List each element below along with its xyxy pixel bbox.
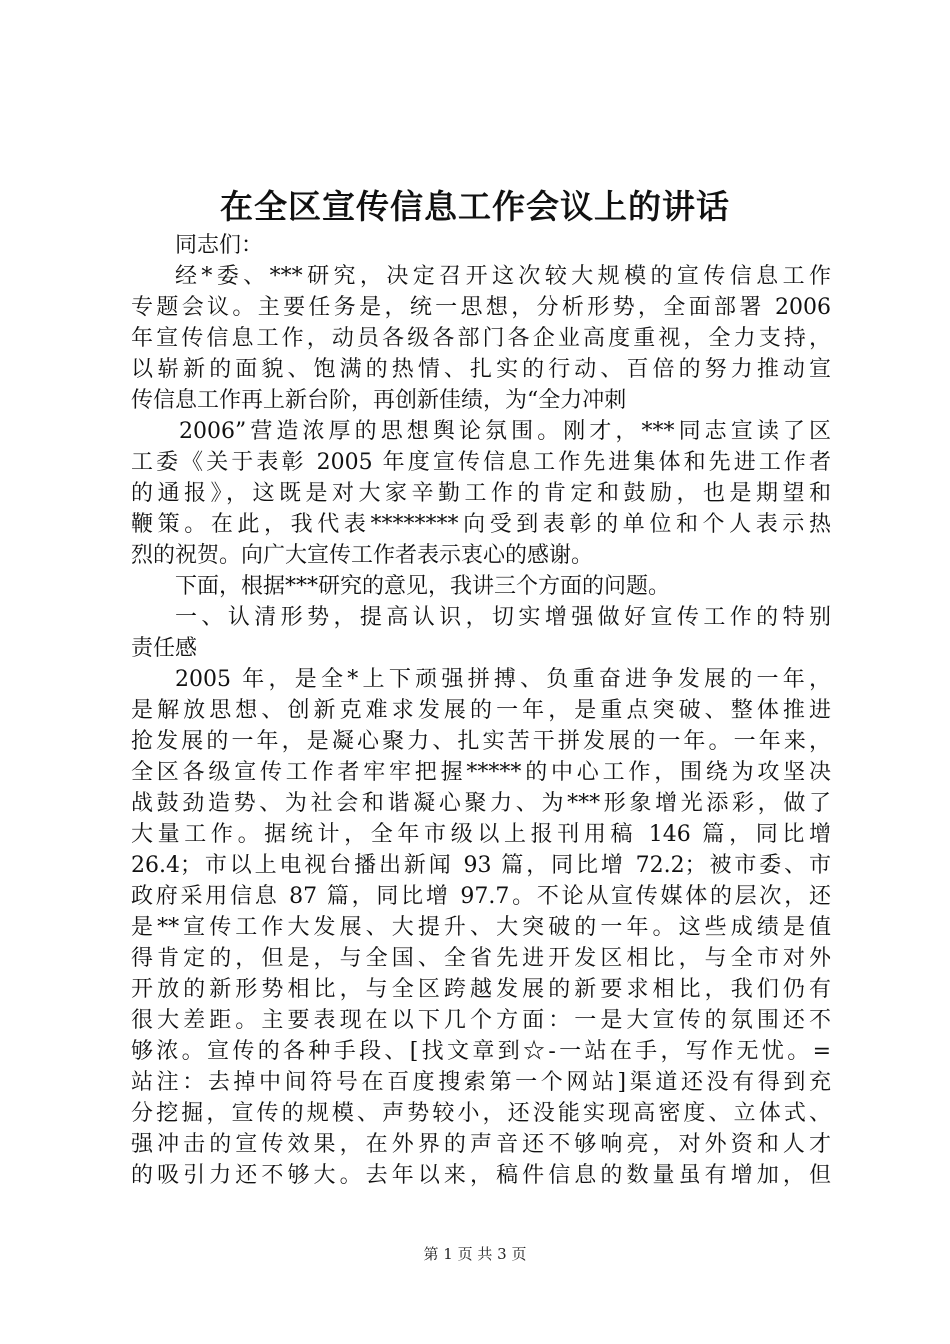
body-line: 传信息工作再上新台阶，再创新佳绩，为“全力冲刺 <box>131 388 627 413</box>
body-line: 年宣传信息工作，动员各级各部门各企业高度重视，全力支持， <box>131 326 831 351</box>
body-line: 开放的新形势相比，与全区跨越发展的新要求相比，我们仍有 <box>131 977 831 1002</box>
body-line: 的通报》，这既是对大家辛勤工作的肯定和鼓励，也是期望和 <box>131 481 831 506</box>
body-line: 26.4；市以上电视台播出新闻 93 篇，同比增 72.2；被市委、市 <box>131 853 831 878</box>
body-line: 全区各级宣传工作者牢牢把握*****的中心工作，围绕为攻坚决 <box>131 760 831 785</box>
body-line: 是**宣传工作大发展、大提升、大突破的一年。这些成绩是值 <box>131 915 831 940</box>
body-line: 站注：去掉中间符号在百度搜索第一个网站]渠道还没有得到充 <box>131 1070 831 1095</box>
body-line: 经*委、***研究，决定召开这次较大规模的宣传信息工作 <box>175 264 831 289</box>
body-line: 专题会议。主要任务是，统一思想，分析形势，全面部署 2006 <box>131 295 831 320</box>
body-line: 很大差距。主要表现在以下几个方面：一是大宣传的氛围还不 <box>131 1008 831 1033</box>
body-line: 下面，根据***研究的意见，我讲三个方面的问题。 <box>175 574 671 599</box>
body-line: 是解放思想、创新克难求发展的一年，是重点突破、整体推进 <box>131 698 831 723</box>
body-line: 2005 年，是全*上下顽强拼搏、负重奋进争发展的一年， <box>175 667 831 692</box>
body-line: 2006”营造浓厚的思想舆论氛围。刚才，***同志宣读了区 <box>179 419 831 444</box>
section-heading-line: 责任感 <box>131 636 198 661</box>
body-line: 鞭策。在此，我代表********向受到表彰的单位和个人表示热 <box>131 512 831 537</box>
body-line: 得肯定的，但是，与全国、全省先进开发区相比，与全市对外 <box>131 946 831 971</box>
page-number-footer: 第 1 页 共 3 页 <box>423 1245 527 1263</box>
body-line: 战鼓劲造势、为社会和谐凝心聚力、为***形象增光添彩，做了 <box>131 791 831 816</box>
body-line: 够浓。宣传的各种手段、[找文章到☆-一站在手，写作无忧。= <box>131 1039 831 1064</box>
body-line: 工委《关于表彰 2005 年度宣传信息工作先进集体和先进工作者 <box>131 450 831 475</box>
body-line: 强冲击的宣传效果，在外界的声音还不够响亮，对外资和人才 <box>131 1132 831 1157</box>
body-line: 抢发展的一年，是凝心聚力、扎实苦干拼发展的一年。一年来， <box>131 729 831 754</box>
body-line: 以崭新的面貌、饱满的热情、扎实的行动、百倍的努力推动宣 <box>131 357 831 382</box>
body-line: 大量工作。据统计，全年市级以上报刊用稿 146 篇，同比增 <box>131 822 831 847</box>
body-line: 烈的祝贺。向广大宣传工作者表示衷心的感谢。 <box>131 543 594 568</box>
document-body <box>131 230 831 1191</box>
body-line: 分挖掘，宣传的规模、声势较小，还没能实现高密度、立体式、 <box>131 1101 831 1126</box>
section-heading-line: 一、认清形势，提高认识，切实增强做好宣传工作的特别 <box>175 605 831 630</box>
greeting-line: 同志们： <box>175 233 264 258</box>
body-line: 政府采用信息 87 篇，同比增 97.7。不论从宣传媒体的层次，还 <box>131 884 831 909</box>
document-title: 在全区宣传信息工作会议上的讲话 <box>220 187 730 226</box>
body-line: 的吸引力还不够大。去年以来，稿件信息的数量虽有增加，但 <box>131 1163 831 1188</box>
